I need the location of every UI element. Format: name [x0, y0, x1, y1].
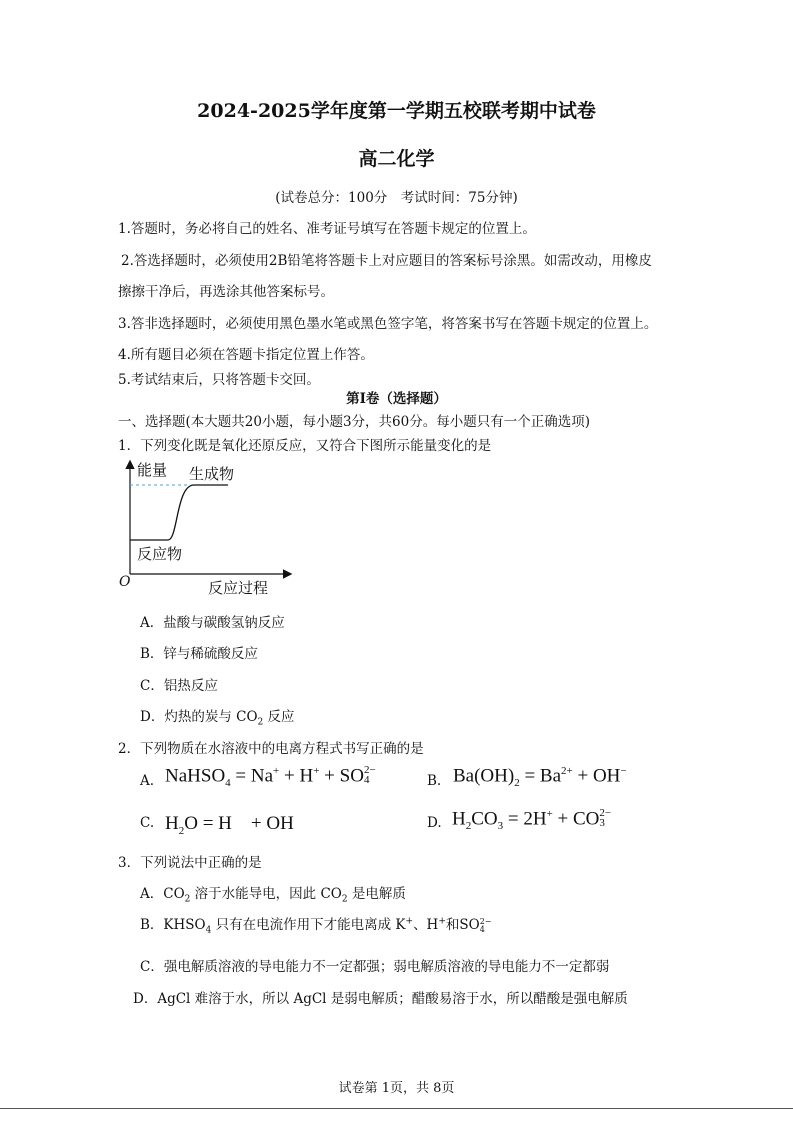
instruction-3: 3.答非选择题时，必须使用黑色墨水笔或黑色签字笔，将答案书写在答题卡规定的位置上。: [118, 316, 658, 332]
eq-a-2: 4: [225, 777, 231, 790]
eq-a-ion: [364, 765, 376, 785]
energy-diagram-svg: [110, 456, 300, 601]
eq-b-2: 2: [514, 777, 520, 790]
q3-option-d: D．AgCl 难溶于水，所以 AgCl 是弱电解质；醋酸易溶于水，所以醋酸是强电解质: [133, 991, 628, 1007]
q1-option-c: C．铝热反应: [140, 678, 218, 694]
q1-option-d-sub: 2: [257, 717, 264, 728]
origin-label: O: [119, 574, 131, 590]
q3-option-b: [140, 913, 492, 936]
eq-c-1: H: [165, 813, 179, 834]
reactants-label: 反应物: [137, 545, 183, 563]
instruction-5: 5.考试结束后，只将答题卡交回。: [118, 372, 320, 388]
y-axis-label: 能量: [137, 461, 168, 479]
eq-d-5: = 2H: [503, 808, 547, 830]
q3-b-3: 只有在电流作用下才能电离成 K: [211, 917, 406, 933]
subject-title: 高二化学: [358, 148, 435, 170]
q3-b-1: B．KHSO: [140, 917, 206, 933]
q3-b-5: 、H: [413, 917, 439, 933]
q3-b-8: 4: [479, 925, 485, 934]
q2-label-c: C.: [140, 815, 155, 831]
energy-diagram: [110, 456, 300, 601]
q2-equation-c: [165, 808, 294, 837]
q2-stem: 2．下列物质在水溶液中的电离方程式书写正确的是: [118, 741, 424, 757]
eq-d-7: + CO: [552, 808, 600, 830]
eq-d-4: 3: [497, 820, 504, 833]
eq-a-1: NaHSO: [165, 765, 226, 787]
q3-option-c: C．强电解质溶液的导电能力不一定都强；弱电解质溶液的导电能力不一定都弱: [140, 959, 610, 975]
page-footer: 试卷第 1页，共 8页: [338, 1081, 455, 1096]
q2-equation-b: [453, 765, 627, 789]
eq-b-3: = Ba: [519, 765, 562, 787]
eq-d-3: CO: [471, 808, 498, 830]
q3-a-4: 2: [341, 894, 348, 905]
instruction-2-cont: 擦擦干净后，再选涂其他答案标号。: [118, 284, 334, 300]
q2-label-b: B.: [427, 773, 442, 789]
q1-stem: 1．下列变化既是氧化还原反应，又符合下图所示能量变化的是: [118, 438, 492, 454]
eq-b-6: −: [620, 765, 627, 777]
q3-stem: 3．下列说法中正确的是: [118, 855, 262, 871]
q1-option-a: A．盐酸与碳酸氢钠反应: [140, 615, 285, 631]
eq-d-8: 3: [599, 817, 605, 830]
eq-c-3: O = H + OH: [184, 813, 294, 834]
eq-a-8: 4: [363, 774, 370, 787]
eq-d-ion: [599, 808, 611, 828]
q1-option-d: [140, 705, 295, 728]
eq-d-9: 2−: [599, 807, 612, 820]
footer-divider: [0, 1108, 793, 1109]
q3-b-4: +: [405, 916, 414, 927]
instruction-4: 4.所有题目必须在答题卡指定位置上作答。: [118, 347, 374, 363]
eq-d-2: 2: [465, 820, 472, 833]
q3-option-a: [140, 882, 406, 905]
eq-a-5: + H: [279, 765, 314, 787]
eq-a-6: +: [313, 765, 320, 777]
q3-b-9: 2−: [479, 917, 492, 926]
eq-d-6: +: [546, 808, 553, 820]
eq-a-9: 2−: [363, 764, 376, 777]
q2-equation-d: [452, 808, 611, 832]
eq-d-1: H: [452, 808, 466, 830]
instruction-1: 1.答题时，务必将自己的姓名、准考证号填写在答题卡规定的位置上。: [118, 221, 536, 237]
q3-b-6: +: [438, 916, 446, 927]
part1-title: 第Ⅰ卷（选择题）: [346, 391, 447, 407]
q1-option-b: B．锌与稀硫酸反应: [140, 646, 258, 662]
part1-intro: 一、选择题(本大题共20小题，每小题3分，共60分。每小题只有一个正确选项): [118, 414, 590, 430]
q1-option-d-text: D．灼热的炭与 CO: [140, 709, 258, 725]
q2-label-d: D.: [427, 815, 442, 831]
products-label: 生成物: [189, 465, 235, 483]
eq-a-7: + SO: [319, 765, 364, 787]
eq-b-1: Ba(OH): [453, 765, 515, 787]
eq-a-4: +: [273, 765, 280, 777]
x-axis-label: 反应过程: [208, 579, 269, 597]
q3-a-5: 是电解质: [347, 886, 406, 902]
q2-equation-a: [165, 765, 376, 789]
q3-b-2: 4: [205, 925, 212, 936]
instruction-2: 2.答选择题时，必须使用2B铅笔将答题卡上对应题目的答案标号涂黑。如需改动，用橡皮: [121, 253, 652, 269]
q1-option-d-tail: 反应: [263, 709, 295, 725]
eq-b-5: + OH: [572, 765, 621, 787]
q3-b-7: 和SO: [445, 917, 480, 933]
eq-a-3: = Na: [230, 765, 274, 787]
q3-a-1: A．CO: [140, 886, 185, 902]
exam-title: 2024-2025学年度第一学期五校联考期中试卷: [197, 100, 596, 122]
eq-c-2: 2: [178, 824, 185, 837]
q2-label-a: A.: [140, 773, 155, 789]
energy-curve: [130, 485, 228, 540]
exam-info: (试卷总分：100分 考试时间：75分钟): [275, 190, 518, 206]
q3-a-2: 2: [184, 894, 191, 905]
q3-a-3: 溶于水能导电，因此 CO: [190, 886, 342, 902]
q3-b-ion: [480, 918, 492, 934]
eq-b-4: 2+: [561, 765, 573, 777]
